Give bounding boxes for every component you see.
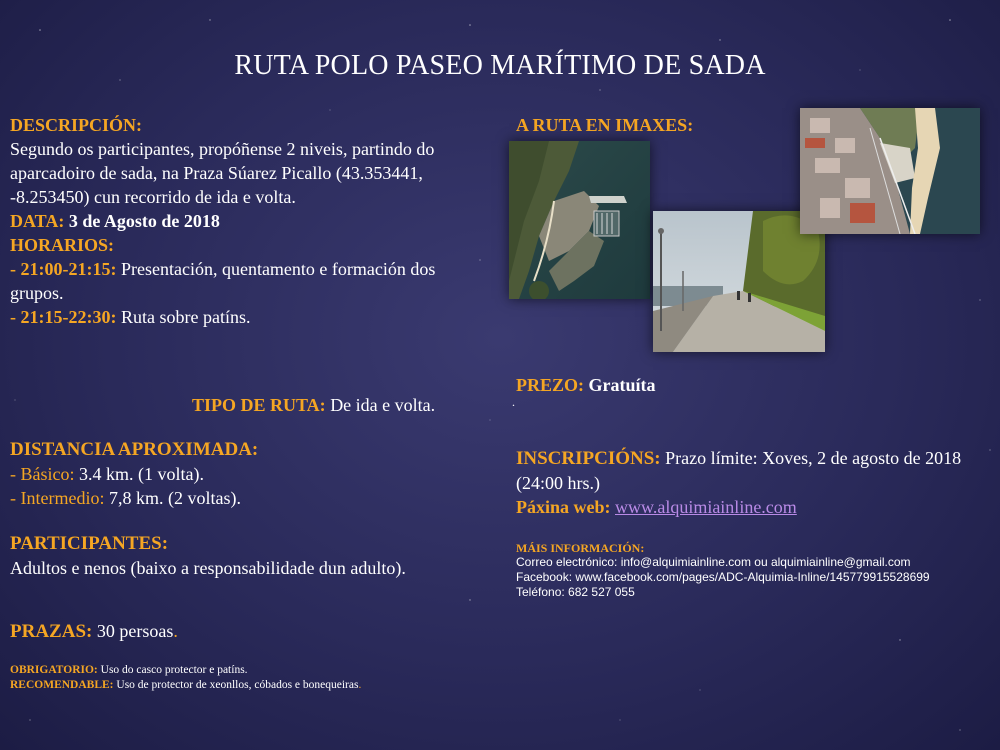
prezo-label: PREZO:	[516, 375, 585, 395]
mais-info-email: Correo electrónico: info@alquimiainline.com ou alquimiainline@gmail.com	[516, 555, 911, 569]
horario-text: Ruta sobre patíns.	[116, 307, 251, 327]
prezo-value: Gratuíta	[588, 375, 656, 395]
descripcion-text: Segundo os participantes, propóñense 2 niveis, partindo do aparcadoiro de sada, na Praza Súarez Picallo (43.353441, -8.253450) cun recorrido de ida e volta.	[10, 139, 435, 207]
data-label: DATA:	[10, 211, 65, 231]
prezo-row	[516, 373, 816, 397]
horario-time: - 21:00-21:15:	[10, 259, 117, 279]
ruta-imaxes-label-wrap	[516, 113, 766, 137]
distancia-level: - Intermedio:	[10, 488, 105, 508]
distancia-value: 7,8 km. (2 voltas).	[104, 488, 241, 508]
horario-text: Presentación, quentamento e formación dos grupos.	[10, 259, 436, 303]
web-row	[516, 495, 986, 519]
distancia-section	[10, 438, 480, 510]
inscripcions-label: INSCRIPCIÓNS:	[516, 448, 661, 469]
participantes-label: PARTICIPANTES:	[10, 533, 169, 554]
ruta-imaxes-label: A RUTA EN IMAXES:	[516, 115, 694, 135]
data-value: 3 de Agosto de 2018	[68, 211, 220, 231]
distancia-item	[10, 486, 480, 510]
horario-item	[10, 257, 475, 305]
inscripcions-row	[516, 446, 986, 495]
obrigatorio-row	[10, 663, 480, 678]
website-link[interactable]: www.alquimiainline.com	[615, 497, 797, 517]
participantes-section	[10, 532, 450, 580]
mais-info-facebook: Facebook: www.facebook.com/pages/ADC-Alquimia-Inline/145779915528699	[516, 570, 930, 584]
horario-time: - 21:15-22:30:	[10, 307, 117, 327]
inscripcions-section	[516, 446, 986, 519]
descripcion-label: DESCRIPCIÓN:	[10, 115, 143, 135]
obrigatorio-label: OBRIGATORIO:	[10, 664, 98, 676]
distancia-value: 3.4 km. (1 volta).	[74, 464, 204, 484]
distancia-item	[10, 462, 480, 486]
descripcion-section	[10, 113, 475, 329]
tipo-ruta-label: TIPO DE RUTA:	[192, 395, 326, 415]
tipo-ruta-row	[192, 393, 492, 417]
prazas-row	[10, 619, 410, 644]
beach-aerial-photo	[800, 108, 980, 234]
distancia-level: - Básico:	[10, 464, 75, 484]
recomendable-row	[10, 678, 480, 693]
web-label: Páxina web:	[516, 497, 611, 517]
horario-item	[10, 305, 475, 329]
mais-info-section	[516, 541, 986, 600]
prazas-label: PRAZAS:	[10, 621, 93, 642]
horarios-label: HORARIOS:	[10, 235, 115, 255]
data-row	[10, 209, 475, 233]
distancia-label: DISTANCIA APROXIMADA:	[10, 439, 259, 460]
prezo-dot: .	[512, 395, 515, 409]
recomendable-dot: .	[358, 679, 362, 691]
obrigatorio-text: Uso do casco protector e patíns.	[100, 664, 248, 676]
prazas-value: 30 persoas	[96, 621, 174, 641]
prazas-dot: .	[173, 621, 178, 641]
mais-info-phone: Teléfono: 682 527 055	[516, 585, 635, 599]
recomendable-label: RECOMENDABLE:	[10, 679, 114, 691]
requisitos-section	[10, 663, 480, 693]
inscripcions-text: Prazo límite: Xoves, 2 de agosto de 2018 (24:00 hrs.)	[516, 448, 962, 493]
participantes-text: Adultos e nenos (baixo a responsabilidade dun adulto).	[10, 558, 406, 578]
tipo-ruta-value: De ida e volta.	[330, 395, 436, 415]
recomendable-text: Uso de protector de xeonllos, cóbados e bonequeiras	[116, 679, 359, 691]
mais-info-label: MÁIS INFORMACIÓN:	[516, 541, 645, 555]
aerial-map-photo	[509, 141, 650, 299]
page-title: RUTA POLO PASEO MARÍTIMO DE SADA	[234, 50, 766, 81]
